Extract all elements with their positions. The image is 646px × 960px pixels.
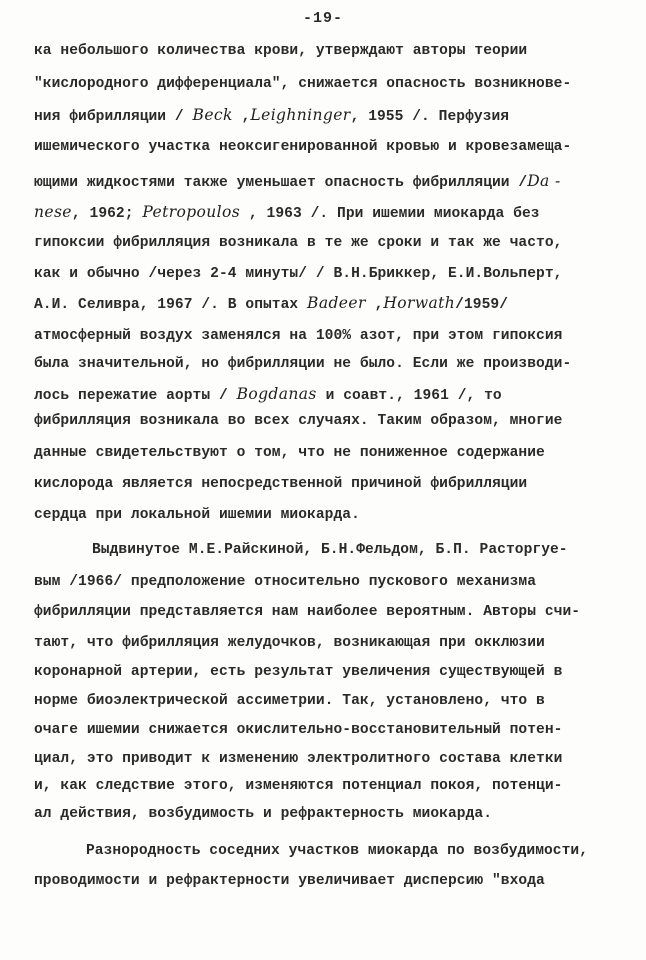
typed-text: очаге ишемии снижается окислительно-восстановительный потен- xyxy=(34,722,563,738)
text-line xyxy=(86,842,588,860)
text-line xyxy=(34,42,527,60)
typed-text: гипоксии фибрилляция возникала в те же сроки и так же часто, xyxy=(34,235,563,251)
typed-text: атмосферный воздух заменялся на 100% азот, при этом гипоксия xyxy=(34,328,563,344)
typed-text: тают, что фибрилляция желудочков, возникающая при окклюзии xyxy=(34,635,545,651)
text-line xyxy=(34,750,562,768)
typed-text: /1959/ xyxy=(455,297,509,313)
handwritten-name: nese xyxy=(34,203,72,221)
handwritten-name: Petropoulos xyxy=(142,203,241,221)
text-line xyxy=(34,475,527,493)
typed-text: норме биоэлектрической ассиметрии. Так, установлено, что в xyxy=(34,693,545,709)
typed-text: как и обычно /через 2-4 минуты/ / В.Н.Бриккер, Е.И.Вольперт, xyxy=(34,266,563,282)
typed-text: Разнородность соседних участков миокарда по возбудимости, xyxy=(86,843,589,859)
handwritten-name: Da - xyxy=(527,172,561,190)
typed-text: ка небольшого количества крови, утверждают авторы теории xyxy=(34,43,528,59)
text-line xyxy=(34,327,562,345)
text-line xyxy=(34,573,536,591)
text-line xyxy=(34,172,561,192)
typed-text: фибрилляции представляется нам наиболее вероятным. Авторы счи- xyxy=(34,604,581,620)
text-line xyxy=(34,777,562,795)
text-line xyxy=(34,106,509,126)
text-line xyxy=(34,234,562,252)
text-line xyxy=(34,805,492,823)
text-line xyxy=(34,663,562,681)
text-line xyxy=(34,138,571,156)
typed-text: лось пережатие аорты / xyxy=(34,388,237,404)
typed-text: коронарной артерии, есть результат увеличения существующей в xyxy=(34,664,563,680)
typed-text: проводимости и рефрактерности увеличивает дисперсию "входа xyxy=(34,873,545,889)
text-line xyxy=(34,412,562,430)
text-line xyxy=(34,203,540,223)
typed-text: была значительной, но фибрилляции не было. Если же производи- xyxy=(34,356,572,372)
handwritten-name: Bogdanas xyxy=(236,385,317,403)
text-line xyxy=(34,444,545,462)
text-line xyxy=(34,634,545,652)
typed-text: сердца при локальной ишемии миокарда. xyxy=(34,507,360,523)
handwritten-name: Badeer xyxy=(307,294,366,312)
typed-text: ющими жидкостями также уменьшает опасность фибрилляции / xyxy=(34,175,528,191)
typed-text: фибрилляция возникала во всех случаях. Таким образом, многие xyxy=(34,413,563,429)
handwritten-name: Horwath xyxy=(383,294,456,312)
text-line xyxy=(34,692,545,710)
text-line xyxy=(34,872,545,890)
typed-text: вым /1966/ предположение относительно пускового механизма xyxy=(34,574,537,590)
text-line xyxy=(92,541,568,559)
typed-text: А.И. Селивра, 1967 /. В опытах xyxy=(34,297,308,313)
typed-text: ния фибрилляции / xyxy=(34,109,193,125)
typed-text: , 1963 /. При ишемии миокарда без xyxy=(240,206,540,222)
typed-text: , 1962; xyxy=(71,206,143,222)
text-line xyxy=(34,355,571,373)
typed-text: данные свидетельствуют о том, что не пониженное содержание xyxy=(34,445,545,461)
handwritten-name: Leighninger xyxy=(250,106,351,124)
typed-text: и соавт., 1961 /, то xyxy=(316,388,502,404)
typed-text: , xyxy=(232,109,251,125)
text-line xyxy=(34,75,571,93)
text-line xyxy=(34,721,562,739)
typed-text: ишемического участка неоксигенированной кровью и кровезамеща- xyxy=(34,139,572,155)
typed-text: Выдвинутое М.Е.Райскиной, Б.Н.Фельдом, Б.П. Расторгуе- xyxy=(92,542,568,558)
typed-text: ал действия, возбудимость и рефрактерность миокарда. xyxy=(34,806,492,822)
typed-text: , xyxy=(365,297,384,313)
text-line xyxy=(34,294,508,314)
typed-text: циал, это приводит к изменению электролитного состава клетки xyxy=(34,751,563,767)
text-line xyxy=(34,265,562,283)
typed-text: кислорода является непосредственной причиной фибрилляции xyxy=(34,476,528,492)
typed-text: и, как следствие этого, изменяются потенциал покоя, потенци- xyxy=(34,778,563,794)
typed-text: , 1955 /. Перфузия xyxy=(350,109,510,125)
text-line xyxy=(34,385,502,405)
text-line xyxy=(34,506,360,524)
handwritten-name: Beck xyxy=(192,106,233,124)
page-number: -19- xyxy=(302,10,343,27)
typed-text: "кислородного дифференциала", снижается опасность возникнове- xyxy=(34,76,572,92)
text-line xyxy=(34,603,580,621)
